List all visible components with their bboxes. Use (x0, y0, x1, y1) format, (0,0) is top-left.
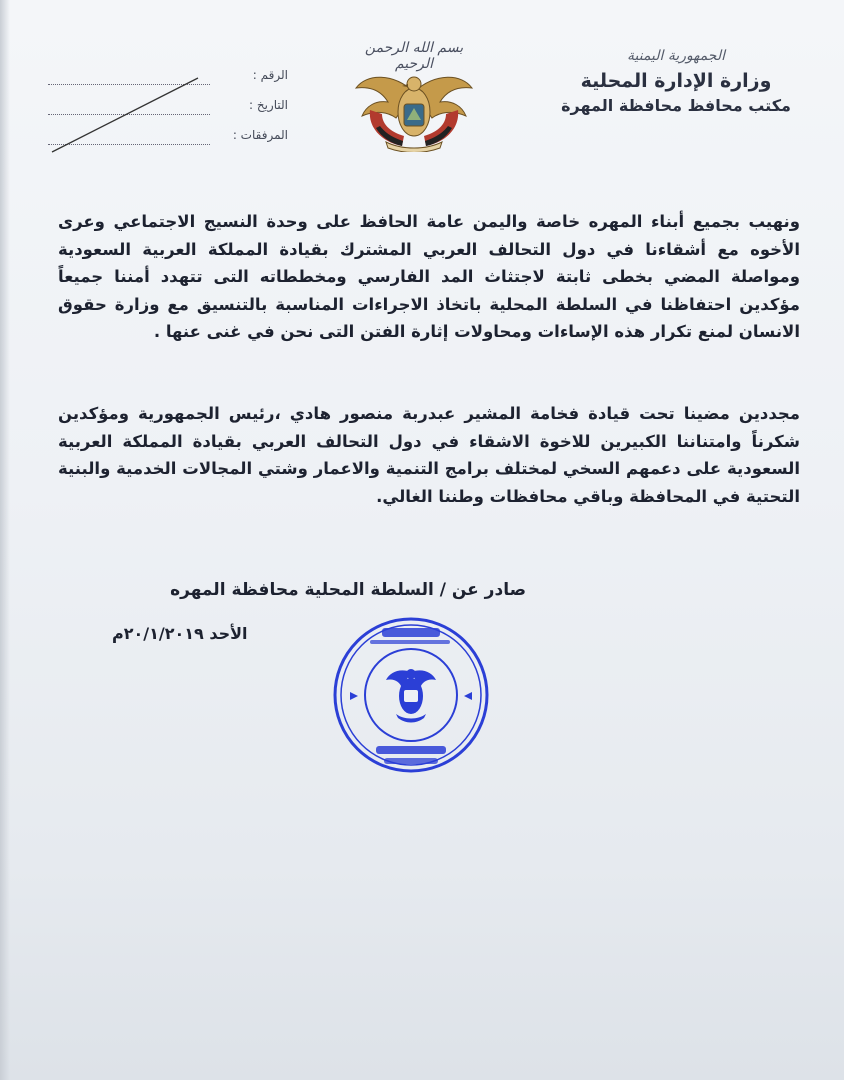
reference-date-label: التاريخ : (248, 98, 288, 112)
page-edge-shadow (0, 0, 10, 1080)
eagle-emblem-icon (352, 62, 476, 152)
emblem-block (344, 40, 484, 152)
issue-date: الأحد ٢٠/١/٢٠١٩م (112, 624, 248, 643)
strike-through-line (48, 76, 218, 156)
letterhead (546, 48, 806, 118)
reference-block (48, 66, 288, 156)
ministry-name: وزارة الإدارة المحلية (580, 70, 772, 92)
republic-name: الجمهورية اليمنية (626, 48, 725, 64)
issued-by: صادر عن / السلطة المحلية محافظة المهره (170, 580, 526, 600)
official-seal-icon (330, 614, 492, 776)
body-paragraph-2: مجددين مضينا تحت قيادة فخامة المشير عبدربة منصور هادي ،رئيس الجمهورية ومؤكدين شكرناً وامتناننا الكبيرين للاخوة الاشقاء في دول التحالف العربي بقيادة المملكة العربية السعودية على دعمهم السخي لمختلف برامج التنمية والاعمار وشتي المجالات الخدمية والبنية التحتية في المحافظة وباقي محافظات وطننا الغالي. (58, 404, 800, 506)
basmala: بسم الله الرحمن الرحيم (364, 40, 464, 72)
body-paragraph-1: ونهيب بجميع أبناء المهره خاصة واليمن عامة الحافظ على وحدة النسيج الاجتماعي وعرى الأخوه مع أشقاءنا في دول التحالف العربي المشترك بقيادة المملكة العربية السعودية ومواصلة المضي بخطى ثابتة لاجتثاث المد الفارسي ومخططاته التى تتهدد أمننا جميعاً مؤكدين احتفاظنا في السلطة المحلية باتخاذ الاجراءات المناسبة بالتنسيق مع وزارة حقوق الانسان لمنع تكرار هذه الإساءات ومحاولات إثارة الفتن التى نحن في غنى عنها . (58, 212, 800, 341)
reference-number-label: الرقم : (252, 68, 288, 82)
office-name: مكتب محافظ محافظة المهرة (561, 96, 791, 115)
reference-attachments-label: المرفقات : (232, 128, 288, 142)
